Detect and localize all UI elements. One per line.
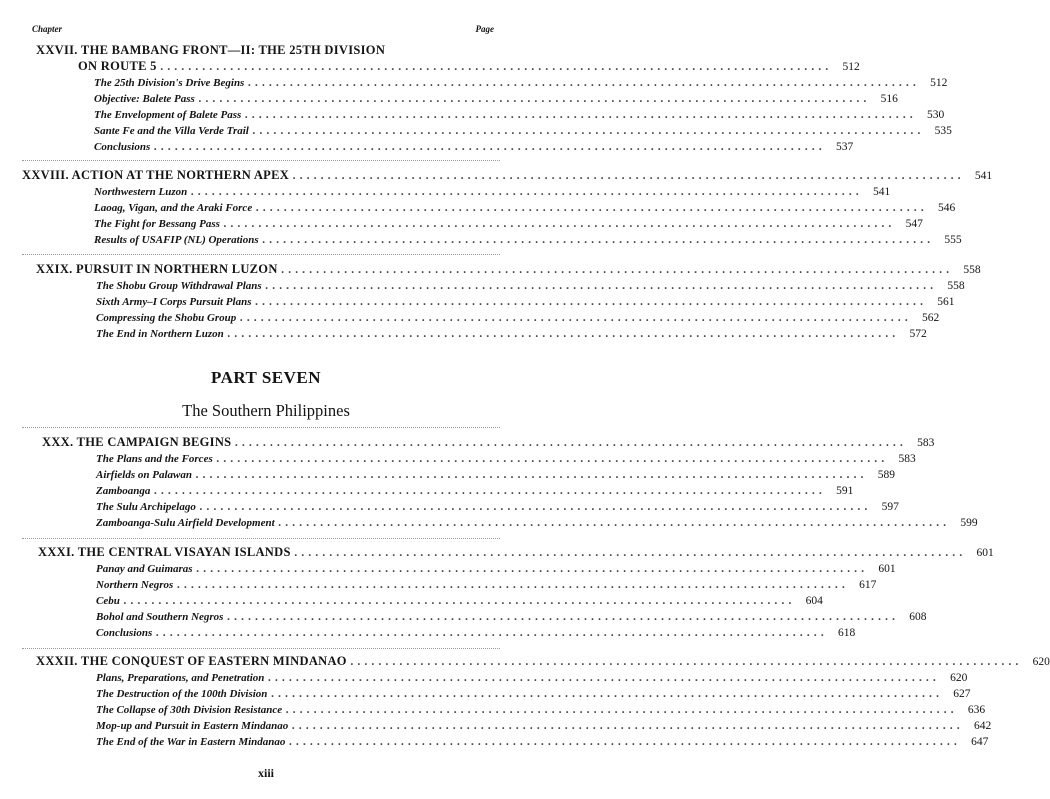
dot-leader: ................................................................................................ [153, 481, 826, 498]
toc-section-row [96, 308, 940, 325]
section-page-number: 546 [937, 202, 956, 214]
toc-section-row [94, 73, 948, 90]
toc-section-row [96, 607, 927, 624]
toc-section-row [96, 732, 989, 749]
dot-leader: ................................................................................................ [247, 73, 920, 90]
page-folio: xiii [257, 766, 274, 780]
section-title: The Collapse of 30th Division Resistance [96, 704, 283, 716]
section-title: Conclusions [96, 627, 153, 639]
toc-section-row [96, 575, 877, 592]
section-title: Sante Fe and the Villa Verde Trail [94, 125, 249, 137]
section-page-number: 597 [881, 501, 899, 513]
section-page-number: 601 [878, 563, 896, 575]
toc-chapter-row [36, 652, 1050, 669]
dot-leader: ................................................................................................ [195, 559, 868, 576]
dot-leader: ................................................................................................ [254, 292, 927, 309]
toc-section-row [96, 465, 895, 482]
section-page-number: 562 [922, 312, 940, 324]
section-title: Northwestern Luzon [94, 186, 188, 198]
toc-section-row [96, 449, 916, 466]
dot-leader: ................................................................................................ [255, 198, 928, 215]
toc-chapter-row [36, 42, 498, 58]
toc-section-row [96, 292, 955, 309]
section-page-number: 561 [937, 296, 955, 308]
dot-leader: ................................................................................................ [153, 137, 826, 154]
toc-section-row [96, 623, 856, 640]
dot-leader: ................................................................................................ [226, 607, 899, 624]
toc-section-row [94, 214, 923, 231]
toc-section-row [94, 182, 891, 199]
chapter-title: XXVII. THE BAMBANG FRONT—II: THE 25TH DIVISION [36, 43, 386, 57]
section-title: The End in Northern Luzon [96, 328, 224, 340]
dot-leader: ................................................................................................ [270, 684, 943, 701]
section-page-number: 530 [927, 109, 945, 121]
section-page-number: 583 [898, 453, 916, 465]
chapter-title: XXX. THE CAMPAIGN BEGINS [42, 435, 232, 449]
chapter-title: XXVIII. ACTION AT THE NORTHERN APEX [22, 168, 290, 182]
dot-leader: ................................................................................................ [226, 324, 899, 341]
section-page-number: 512 [930, 77, 948, 89]
toc-section-row [96, 497, 899, 514]
chapter-column-header: Chapter [32, 24, 63, 34]
toc-chapter-row [38, 543, 994, 560]
section-title: Sixth Army–I Corps Pursuit Plans [96, 296, 252, 308]
dot-leader: ................................................................................................ [349, 652, 1022, 669]
section-page-number: 647 [971, 736, 989, 748]
dot-leader: ................................................................................................ [267, 668, 940, 685]
section-title: Mop-up and Pursuit in Eastern Mindanao [96, 720, 289, 732]
dot-leader: ................................................................................................ [159, 57, 832, 74]
section-title: Airfields on Palawan [96, 469, 192, 481]
chapter-page-number: 558 [963, 264, 981, 276]
section-title: Compressing the Shobu Group [96, 312, 237, 324]
section-divider [22, 254, 500, 255]
toc-section-row [96, 559, 896, 576]
section-page-number: 620 [950, 672, 968, 684]
dot-leader: ................................................................................................ [285, 700, 958, 717]
toc-section-row [94, 89, 898, 106]
dot-leader: ................................................................................................ [234, 433, 907, 450]
section-title: The Plans and the Forces [96, 453, 213, 465]
section-title: The Shobu Group Withdrawal Plans [96, 280, 262, 292]
toc-section-row [96, 591, 823, 608]
dot-leader: ................................................................................................ [277, 513, 950, 530]
section-page-number: 604 [805, 595, 823, 607]
section-title: The Envelopment of Balete Pass [94, 109, 242, 121]
section-title: The End of the War in Eastern Mindanao [96, 736, 286, 748]
section-page-number: 537 [836, 141, 854, 153]
section-title: Zamboanga-Sulu Airfield Development [96, 517, 275, 529]
chapter-page-number: 512 [842, 61, 860, 73]
section-page-number: 591 [836, 485, 854, 497]
section-divider [22, 648, 500, 649]
section-title: Laoag, Vigan, and the Araki Force [94, 202, 253, 214]
toc-section-row [94, 105, 945, 122]
dot-leader: ................................................................................................ [122, 591, 795, 608]
toc-chapter-row [42, 433, 935, 450]
section-title: Results of USAFIP (NL) Operations [94, 234, 259, 246]
dot-leader: ................................................................................................ [291, 716, 964, 733]
dot-leader: ................................................................................................ [280, 260, 953, 277]
toc-chapter-row [22, 166, 993, 183]
section-page-number: 558 [947, 280, 965, 292]
section-page-number: 516 [880, 93, 898, 105]
section-title: The Fight for Bessang Pass [94, 218, 220, 230]
section-title: Panay and Guimaras [96, 563, 193, 575]
chapter-page-number: 541 [974, 170, 993, 182]
dot-leader: ................................................................................................ [155, 623, 828, 640]
section-page-number: 636 [967, 704, 986, 716]
dot-leader: ................................................................................................ [198, 497, 871, 514]
section-title: The Destruction of the 100th Division [96, 688, 268, 700]
section-page-number: 535 [934, 125, 952, 137]
dot-leader: ................................................................................................ [194, 465, 867, 482]
dot-leader: ................................................................................................ [222, 214, 895, 231]
chapter-title-continuation: ON ROUTE 5 [78, 59, 157, 73]
dot-leader: ................................................................................................ [288, 732, 961, 749]
section-title: Conclusions [94, 141, 151, 153]
page-column-header: Page [475, 24, 494, 34]
toc-section-row [94, 137, 854, 154]
dot-leader: ................................................................................................ [215, 449, 888, 466]
section-title: Plans, Preparations, and Penetration [96, 672, 265, 684]
section-page-number: 599 [960, 517, 978, 529]
toc-section-row [96, 513, 978, 530]
chapter-page-number: 620 [1032, 656, 1050, 668]
dot-leader: ................................................................................................ [251, 121, 924, 138]
part-title: The Southern Philippines [182, 401, 350, 420]
chapter-page-number: 583 [917, 437, 935, 449]
toc-section-row [96, 481, 854, 498]
toc-chapter-row [78, 57, 860, 74]
toc-section-row [96, 700, 986, 717]
section-title: Objective: Balete Pass [94, 93, 195, 105]
chapter-title: XXXII. THE CONQUEST OF EASTERN MINDANAO [36, 654, 347, 668]
section-title: Cebu [96, 595, 120, 607]
toc-section-row [96, 324, 927, 341]
toc-section-row [96, 684, 971, 701]
dot-leader: ................................................................................................ [261, 230, 934, 247]
section-page-number: 627 [953, 688, 971, 700]
toc-section-row [96, 276, 965, 293]
section-page-number: 555 [944, 234, 962, 246]
section-page-number: 541 [872, 186, 891, 198]
section-page-number: 608 [909, 611, 927, 623]
dot-leader: ................................................................................................ [244, 105, 917, 122]
section-title: Bohol and Southern Negros [96, 611, 224, 623]
section-title: Zamboanga [96, 485, 151, 497]
dot-leader: ................................................................................................ [264, 276, 937, 293]
section-page-number: 617 [859, 579, 877, 591]
section-divider [22, 160, 500, 161]
section-title: The 25th Division's Drive Begins [94, 77, 245, 89]
section-page-number: 572 [909, 328, 927, 340]
chapter-title: XXXI. THE CENTRAL VISAYAN ISLANDS [38, 545, 291, 559]
chapter-page-number: 601 [976, 547, 994, 559]
dot-leader: ................................................................................................ [197, 89, 870, 106]
section-divider [22, 538, 500, 539]
toc-section-row [96, 716, 992, 733]
section-page-number: 547 [905, 218, 923, 230]
part-label: PART SEVEN [210, 368, 322, 387]
section-title: The Sulu Archipelago [96, 501, 196, 513]
section-page-number: 589 [877, 469, 895, 481]
toc-section-row [94, 230, 962, 247]
section-page-number: 642 [974, 720, 992, 732]
dot-leader: ................................................................................................ [190, 182, 863, 199]
dot-leader: ................................................................................................ [293, 543, 966, 560]
section-title: Northern Negros [96, 579, 174, 591]
toc-section-row [94, 121, 952, 138]
toc-section-row [94, 198, 956, 215]
dot-leader: ................................................................................................ [292, 166, 965, 183]
dot-leader: ................................................................................................ [176, 575, 849, 592]
chapter-title: XXIX. PURSUIT IN NORTHERN LUZON [36, 262, 278, 276]
toc-chapter-row [36, 260, 981, 277]
section-divider [22, 427, 500, 428]
dot-leader: ................................................................................................ [239, 308, 912, 325]
toc-section-row [96, 668, 968, 685]
section-page-number: 618 [838, 627, 856, 639]
